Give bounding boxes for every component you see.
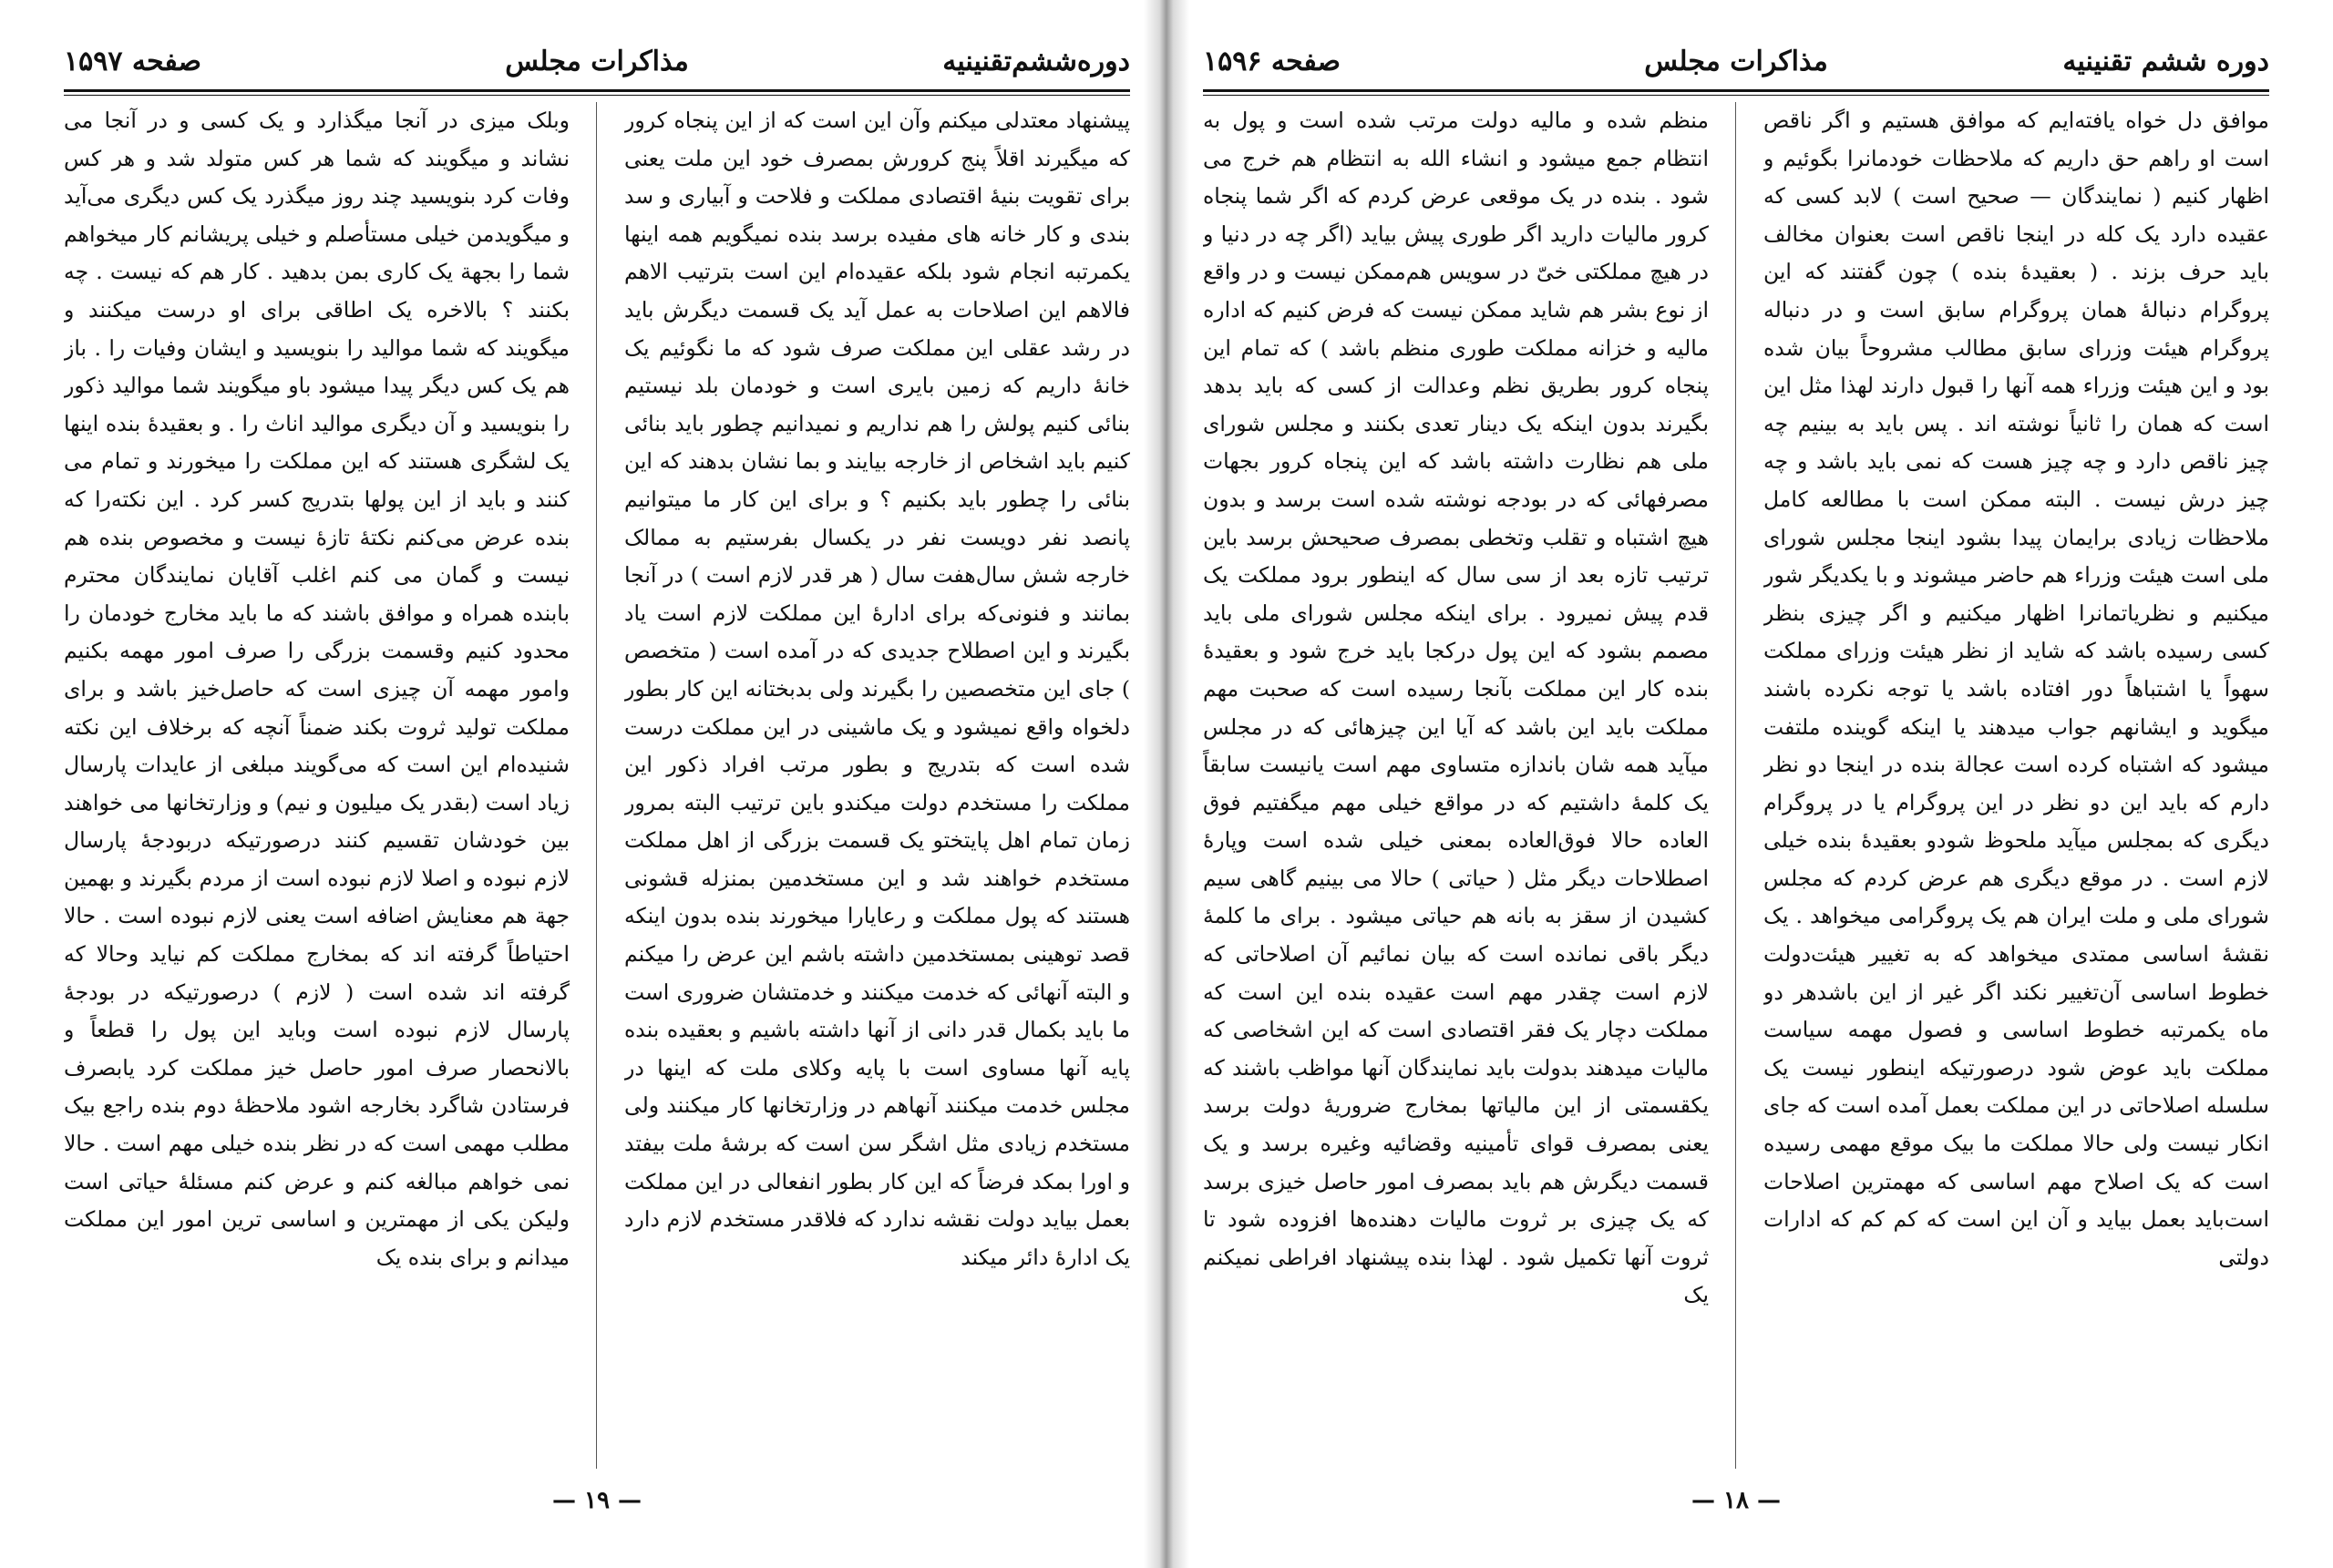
column-divider	[596, 102, 597, 1469]
page-number-label: صفحه ۱۵۹۷	[64, 46, 201, 77]
text-column-right	[624, 102, 1130, 1469]
running-header	[64, 38, 1130, 86]
page-1597	[64, 0, 1130, 1568]
header-title: مذاکرات مجلس	[1644, 46, 1828, 77]
header-title: مذاکرات مجلس	[505, 46, 689, 77]
folio-number: — ۱۸ —	[1691, 1487, 1782, 1514]
folio-number: — ۱۹ —	[551, 1487, 642, 1514]
header-rule-thick	[64, 89, 1130, 92]
session-label: دوره ششم تقنینیه	[2062, 46, 2269, 77]
column-divider	[1735, 102, 1736, 1469]
column-text: پیشنهاد معتدلی میکنم وآن این است که از این پنجاه کرور که میگیرند اقلاً پنج کرورش بمصرف خود این ملت یعنی برای تقویت بنیهٔ اقتصادی مملکت و فلاحت و آبیاری و سد بندی و کار خانه های مفیده برسد بنده نمیگویم همه اینها یکمرتبه انجام شود بلکه عقیده‌ام این است بترتیب الاهم فالاهم این اصلاحات به عمل آید یک قسمت دیگرش باید در رشد عقلی این مملکت صرف شود که ما نگوئیم یک خانهٔ داریم که زمین بایری است و خودمان بلد نیستیم بنائی کنیم پولش را هم نداریم و نمیدانیم چطور باید بنائی کنیم باید اشخاص از خارجه بیایند و بما نشان بدهند که این بنائی را چطور باید بکنیم ؟ و برای این کار ما میتوانیم پانصد نفر دویست نفر در یکسال بفرستیم به ممالک خارجه شش سال‌هفت سال ( هر قدر لازم است ) در آنجا بمانند و فنونی‌که برای ادارهٔ این مملکت لازم است یاد بگیرند و این اصطلاح جدیدی که در آمده است ( متخصص ) جای این متخصصین را بگیرند ولی بدبختانه این کار بطور دلخواه واقع نمیشود و یک ماشینی در این مملکت درست شده است که بتدریج و بطور مرتب افراد ذکور این مملکت را مستخدم دولت میکندو باین ترتیب البته بمرور زمان تمام اهل پایتختو یک قسمت بزرگی از اهل مملکت مستخدم خواهند شد و این مستخدمین بمنزله قشونی هستند که پول مملکت و رعایارا میخورند بنده بدون اینکه قصد توهینی بمستخدمین داشته باشم این عرض را میکنم و البته آنهائی که خدمت میکنند و خدمتشان ضروری است ما باید بکمال قدر دانی از آنها داشته باشیم و بعقیده بنده پایه آنها مساوی است با پایه وکلای ملت که اینها در مجلس خدمت میکنند آنهاهم در وزارتخانها کار میکنند ولی مستخدم زیادی مثل اشگر سن است که برشهٔ ملت بیفتد و اورا بمکد فرضاً که این کار بطور انفعالی در این مملکت بعمل بیاید دولت نقشه ندارد که فلاقدر مستخدم لازم دارد یک ادارهٔ دائر میکند	[624, 108, 1130, 1270]
book-gutter	[1144, 0, 1189, 1568]
session-label: دوره‌ششم‌تقنینیه	[942, 46, 1130, 77]
header-rule-thin	[64, 95, 1130, 96]
running-header	[1203, 38, 2269, 86]
column-text: موافق دل خواه یافته‌ایم که موافق هستیم و اگر ناقص است او راهم حق داریم که ملاحظات خودمانرا بگوئیم و اظهار کنیم ( نمایندگان — صحیح است ) لابد کسی که عقیده دارد یک کله در اینجا ناقص است بعنوان مخالف باید حرف بزند . ( بعقیدهٔ بنده ) چون گفتند که این پروگرام دنبالهٔ همان پروگرام سابق است و در دنباله پروگرام هیئت وزرای سابق مطالب مشروحاً بیان شده بود و این هیئت وزراء همه آنها را قبول دارند لهذا مثل این است که همان را ثانیاً نوشته اند . پس باید به بینیم چه چیز ناقص دارد و چه چیز هست که نمی باید باشد و چه چیز درش نیست . البته ممکن است با مطالعه کامل ملاحظات زیادی برایمان پیدا بشود اینجا مجلس شورای ملی است هیئت وزراء هم حاضر میشوند و با یکدیگر شور میکنیم و نظریاتمانرا اظهار میکنیم و اگر چیزی بنظر کسی رسیده باشد که شاید از نظر هیئت وزرای مملکت سهواً یا اشتباهاً دور افتاده باشد یا توجه نکرده باشند میگوید و ایشانهم جواب میدهند یا اینکه گوینده ملتفت میشود که اشتباه کرده است عجالة بنده در اینجا دو نظر دارم که باید این دو نظر در این پروگرام یا در پروگرام دیگری که بمجلس میآید ملحوظ شودو بعقیدهٔ بنده خیلی لازم است . در موقع دیگری هم عرض کردم که مجلس شورای ملی و ملت ایران هم یک پروگرامی میخواهد . یک نقشهٔ اساسی ممتدی میخواهد که به تغییر هیئت‌دولت خطوط اساسی آن‌تغییر نکند اگر غیر از این باشدهر دو ماه یکمرتبه خطوط اساسی و فصول مهمه سیاست مملکت باید عوض شود درصورتیکه اینطور نیست یک سلسله اصلاحاتی در این مملکت بعمل آمده است که جای انکار نیست ولی حالا مملکت ما بیک موقع مهمی رسیده است که یک اصلاح مهم اساسی که مهمترین اصلاحات است‌باید بعمل بیاید و آن این است که کم کم که ادارات دولتی	[1763, 108, 2269, 1270]
text-column-left	[1203, 102, 1709, 1469]
page-1596	[1203, 0, 2269, 1568]
page-number-label: صفحه ۱۵۹۶	[1203, 46, 1341, 77]
text-column-left	[64, 102, 570, 1469]
text-column-right	[1763, 102, 2269, 1469]
header-rule-thick	[1203, 89, 2269, 92]
text-columns	[1203, 102, 2269, 1469]
header-rule-thin	[1203, 95, 2269, 96]
text-columns	[64, 102, 1130, 1469]
column-text: وبلک میزی در آنجا میگذارد و یک کسی و در آنجا می نشاند و میگویند که شما هر کس متولد شد و هر کس وفات کرد بنویسید چند روز میگذرد یک کس دیگری می‌آید و میگویدمن خیلی مستأصلم و خیلی پریشانم کار میخواهم شما را بجهة یک کاری بمن بدهید . کار هم که نیست . چه بکنند ؟ بالاخره یک اطاقی برای او درست میکنند و میگویند که شما موالید را بنویسید و ایشان وفیات را . باز هم یک کس دیگر پیدا میشود باو میگویند شما موالید ذکور را بنویسید و آن دیگری موالید اناث را . و بعقیدهٔ بنده اینها یک لشگری هستند که این مملکت را میخورند و تمام می کنند و باید از این پولها بتدریج کسر کرد . این نکته‌را که بنده عرض می‌کنم نکتهٔ تازهٔ نیست و مخصوص بنده هم نیست و گمان می کنم اغلب آقایان نمایندگان محترم بابنده همراه و موافق باشند که ما باید مخارج خودمان را محدود کنیم وقسمت بزرگی را صرف امور مهمه بکنیم وامور مهمه آن چیزی است که حاصل‌خیز باشد و برای مملکت تولید ثروت بکند ضمناً آنچه که برخلاف این نکته شنیده‌ام این است که می‌گویند مبلغی از عایدات پارسال زیاد است (بقدر یک میلیون و نیم) و وزارتخانها می خواهند بین خودشان تقسیم کنند درصورتیکه دربودجهٔ پارسال لازم نبوده و اصلا لازم نبوده است از مردم بگیرند و بهمین جهة هم معنایش اضافه است یعنی لازم نبوده است . حالا احتیاطاً گرفته اند که بمخارج مملکت کم نیاید وحالا که گرفته اند شده است ( لازم ) درصورتیکه در بودجهٔ پارسال لازم نبوده است وباید این پول را قطعاً و بالانحصار صرف امور حاصل خیز مملکت کرد یابصرف فرستادن شاگرد بخارجه اشود ملاحظهٔ دوم بنده راجع بیک مطلب مهمی است که در نظر بنده خیلی مهم است . حالا نمی خواهم مبالغه کنم و عرض کنم مسئلهٔ حیاتی است ولیکن یکی از مهمترین و اساسی ترین امور این مملکت میدانم و برای بنده یک	[64, 108, 570, 1270]
column-text: منظم شده و مالیه دولت مرتب شده است و پول به انتظام جمع میشود و انشاء الله به انتظام هم خرج می شود . بنده در یک موقعی عرض کردم که اگر شما پنجاه کرور مالیات دارید اگر طوری پیش بیاید (اگر چه در دنیا و در هیچ مملکتی خیّ در سویس هم‌ممکن نیست و در واقع از نوع بشر هم شاید ممکن نیست که فرض کنیم که اداره مالیه و خزانه مملکت طوری منظم باشد ) که تمام این پنجاه کرور بطریق نظم وعدالت از کسی که باید بدهد بگیرند بدون اینکه یک دینار تعدی بکنند و مجلس شورای ملی هم نظارت داشته باشد که این پنجاه کرور بجهات مصرفهائی که در بودجه نوشته شده است برسد و بدون هیچ اشتباه و تقلب وتخطی بمصرف صحیحش برسد باین ترتیب تازه بعد از سی سال که اینطور برود مملکت یک قدم پیش نمیرود . برای اینکه مجلس شورای ملی باید مصمم بشود که این پول درکجا باید خرج شود و بعقیدهٔ بنده کار این مملکت بآنجا رسیده است که صحبت مهم مملکت باید این باشد که آیا این چیزهائی که در مجلس میآید همه شان باندازه متساوی مهم است یانیست سابقاً یک کلمهٔ داشتیم که در مواقع خیلی مهم میگفتیم فوق العاده حالا فوق‌العاده بمعنی خیلی شده است وپارهٔ اصطلاحات دیگر مثل ( حیاتی ) حالا می بینیم گاهی سیم کشیدن از سقز به بانه هم حیاتی میشود . برای ما کلمهٔ دیگر باقی نمانده است که بیان نمائیم آن اصلاحاتی که لازم است چقدر مهم است عقیده بنده این است که مملکت دچار یک فقر اقتصادی است که این اشخاصی که مالیات میدهند بدولت باید نمایندگان آنها مواظب باشند که یکقسمتی از این مالیاتها بمخارج ضروریهٔ دولت برسد یعنی بمصرف قوای تأمینیه وقضائیه وغیره برسد و یک قسمت دیگرش هم باید بمصرف امور حاصل خیزی برسد که یک چیزی بر ثروت مالیات دهنده‌ها افزوده شود تا ثروت آنها تکمیل شود . لهذا بنده پیشنهاد افراطی نمیکنم یک	[1203, 108, 1709, 1308]
